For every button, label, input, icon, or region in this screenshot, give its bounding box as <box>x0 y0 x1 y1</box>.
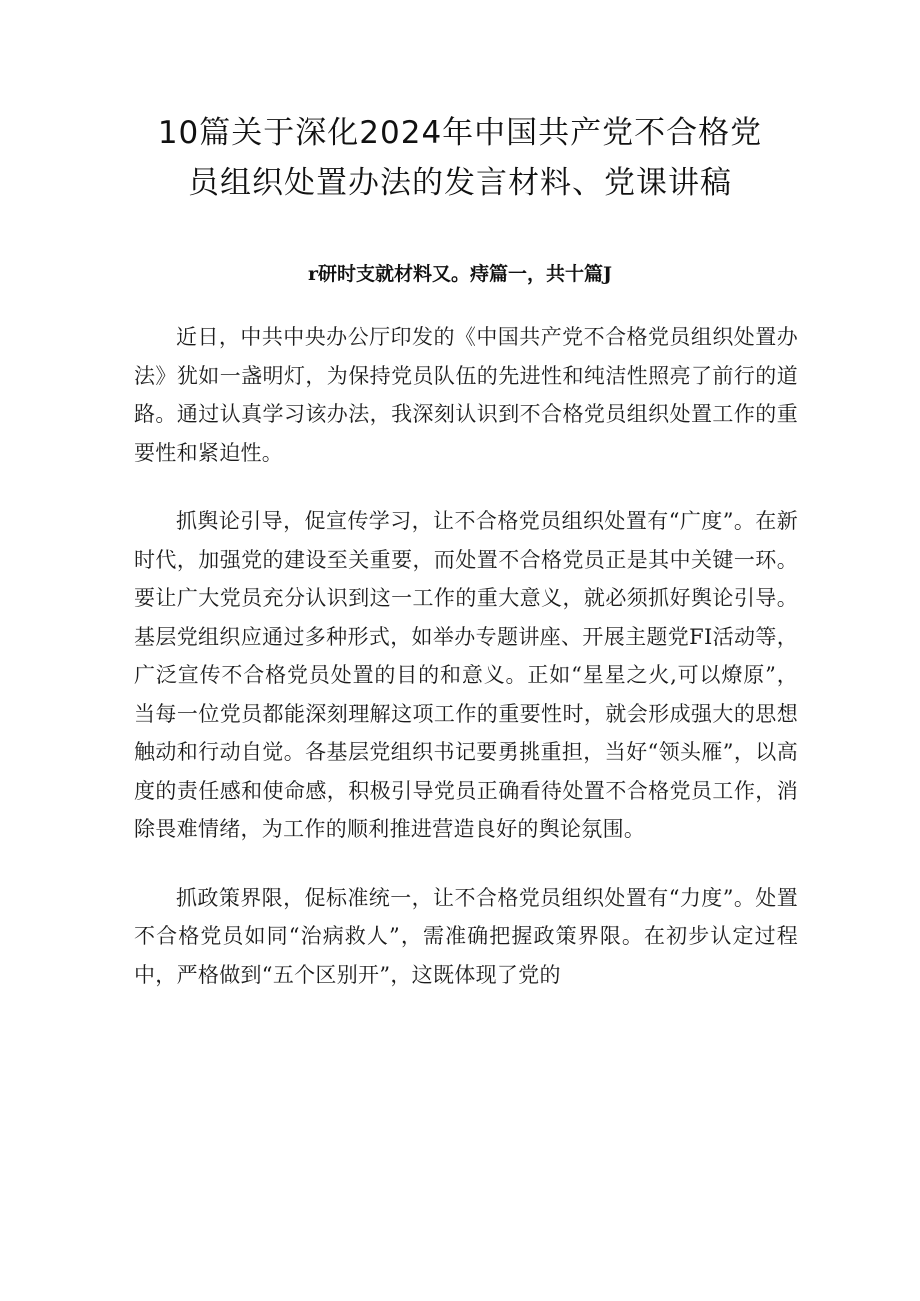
title-line-2: 员组织处置办法的发言材料、党课讲稿 <box>188 165 732 201</box>
document-body <box>134 318 798 1024</box>
document-subtitle: r研时支就材料又。痔篇一，共十篇J <box>307 263 612 285</box>
paragraph-1: 近日，中共中央办公厅印发的《中国共产党不合格党员组织处置办法》犹如一盏明灯，为保持党员队伍的先进性和纯洁性照亮了前行的道路。通过认真学习该办法，我深刻认识到不合格党员组织处置工作的重要性和紧迫性。 <box>134 325 798 465</box>
paragraph-3: 抓政策界限，促标准统一，让不合格党员组织处置有“力度”。处置不合格党员如同“治病救人”，需准确把握政策界限。在初步认定过程中，严格做到“五个区别开”，这既体现了党的 <box>134 885 798 987</box>
title-line-1: 10篇关于深化2024年中国共产党不合格党 <box>157 115 763 151</box>
paragraph-2: 抓舆论引导，促宣传学习，让不合格党员组织处置有“广度”。在新时代，加强党的建设至关重要，而处置不合格党员正是其中关键一环。要让广大党员充分认识到这一工作的重大意义，就必须抓好舆论引导。基层党组织应通过多种形式，如举办专题讲座、开展主题党FI活动等，广泛宣传不合格党员处置的目的和意义。正如“星星之火,可以燎原”，当每一位党员都能深刻理解这项工作的重要性时，就会形成强大的思想触动和行动自觉。各基层党组织书记要勇挑重担，当好“领头雁”，以高度的责任感和使命感，积极引导党员正确看待处置不合格党员工作，消除畏难情绪，为工作的顺利推进营造良好的舆论氛围。 <box>134 509 798 841</box>
document-title <box>120 108 800 208</box>
